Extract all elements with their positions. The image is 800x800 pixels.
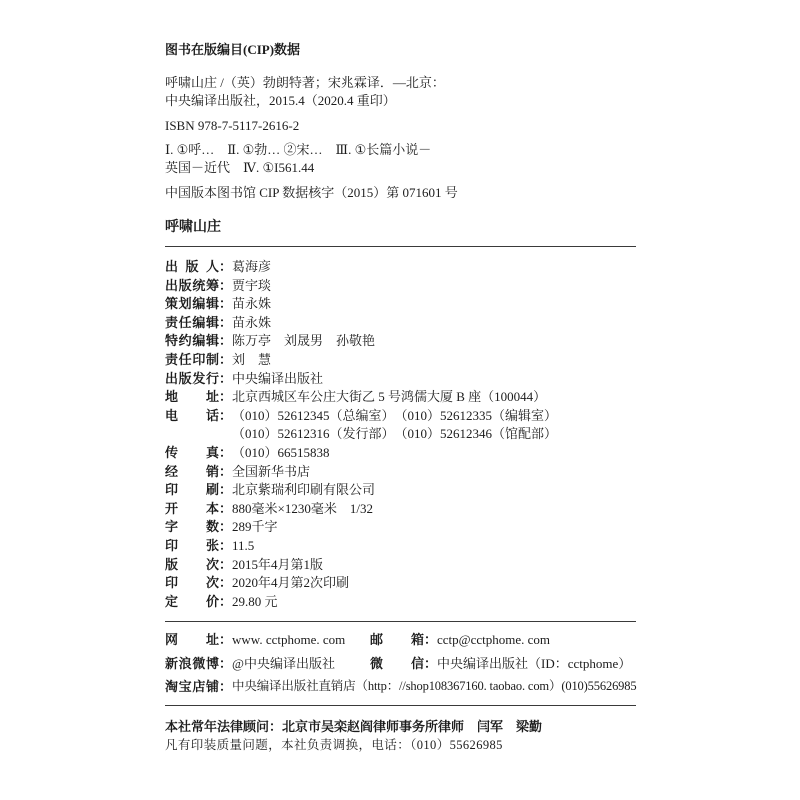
credit-value: 北京西城区车公庄大街乙 5 号鸿儒大厦 B 座（100044）: [232, 389, 547, 405]
email-value: cctp@cctphome. com: [437, 632, 551, 647]
credit-value: 289千字: [232, 519, 278, 535]
credit-label: 出版统筹: [165, 277, 219, 293]
credit-label: 出版发行: [165, 370, 219, 386]
credit-label: 开 本: [165, 500, 219, 516]
credit-label: 传 真: [165, 444, 219, 460]
credit-row-planning-editor: [165, 295, 557, 314]
label-colon: ：: [219, 351, 233, 367]
label-colon: ：: [219, 593, 233, 609]
cip-entry-line: 呼啸山庄 /（英）勃朗特著；宋兆霖译．—北京：: [165, 75, 445, 90]
credit-value: 葛海彦: [232, 259, 272, 274]
credit-value: 中央编译出版社: [232, 370, 324, 386]
label-colon: ：: [219, 537, 233, 553]
contact-label: 淘宝店铺: [165, 679, 219, 694]
cip-heading: 图书在版编目(CIP)数据: [165, 42, 301, 57]
contacts-list: [165, 628, 636, 699]
label-colon: ：: [219, 333, 233, 349]
credit-row-printer: [165, 481, 557, 500]
credit-value: 11.5: [232, 537, 255, 553]
cip-classification-line: Ⅰ. ①呼… Ⅱ. ①勃… ②宋… Ⅲ. ①长篇小说－: [165, 142, 432, 157]
credit-label: 出 版 人: [165, 259, 219, 274]
cip-classification-line: 英国－近代 Ⅳ. ①I561.44: [165, 160, 315, 175]
credit-row-publisher: [165, 258, 557, 277]
credit-value: 苗永姝: [232, 296, 272, 312]
credit-value: 苗永姝: [232, 314, 272, 330]
credit-label: 定 价: [165, 593, 219, 609]
credit-row-dealer: [165, 463, 557, 482]
divider-middle: [165, 621, 636, 622]
isbn: ISBN 978-7-5117-2616-2: [165, 118, 300, 133]
credit-label: 印 张: [165, 537, 219, 553]
label-colon: ：: [219, 463, 233, 479]
label-colon: ：: [219, 370, 233, 386]
weibo-value: @中央编译出版社: [232, 655, 335, 671]
credit-row-address: [165, 388, 557, 407]
label-colon: ：: [219, 575, 233, 591]
credit-row-fax: [165, 444, 557, 463]
credit-value: （010）52612345（总编室） （010）52612335（编辑室）: [232, 407, 558, 423]
cip-entry-line: 中央编译出版社，2015.4（2020.4 重印）: [165, 93, 396, 108]
credit-row-distributor: [165, 370, 557, 389]
credit-label: 印 刷: [165, 482, 219, 498]
label-colon: ：: [219, 519, 233, 535]
credit-label: 印 次: [165, 575, 219, 591]
label-colon: ：: [219, 655, 233, 671]
divider-top: [165, 246, 636, 247]
wechat-value: 中央编译出版社（ID：cctphome）: [437, 655, 632, 671]
credit-row-printing: [165, 574, 557, 593]
credit-row-phone-continuation: [165, 425, 557, 444]
credit-value: 刘 慧: [232, 351, 272, 367]
quality-notice: 凡有印装质量问题，本社负责调换，电话：（010）55626985: [165, 738, 503, 752]
credit-value: 陈万亭 刘晟男 孙敬艳: [232, 333, 376, 349]
credit-value: 2020年4月第2次印刷: [232, 575, 350, 591]
label-colon: ：: [219, 407, 233, 423]
credits-list: [165, 258, 557, 611]
label-colon: ：: [219, 444, 233, 460]
credit-row-word-count: [165, 518, 557, 537]
credit-value: （010）52612316（发行部） （010）52612346（馆配部）: [232, 426, 558, 442]
credit-label: 版 次: [165, 556, 219, 572]
credit-value: 全国新华书店: [232, 463, 311, 479]
contact-row-taobao: [165, 675, 636, 699]
credit-value: 2015年4月第1版: [232, 556, 324, 572]
credit-value: 北京紫瑞利印刷有限公司: [232, 482, 376, 498]
credit-label: 策划编辑: [165, 296, 219, 312]
label-colon: ：: [424, 655, 438, 671]
credit-label: 地 址: [165, 389, 219, 405]
divider-bottom: [165, 705, 636, 706]
label-colon: ：: [219, 679, 233, 694]
credit-row-edition: [165, 556, 557, 575]
contact-label: 微 信: [370, 655, 424, 671]
contact-label: 新浪微博: [165, 655, 219, 671]
label-colon: ：: [219, 314, 233, 330]
credit-row-printed-sheets: [165, 537, 557, 556]
credit-row-responsible-editor: [165, 314, 557, 333]
credit-label: 责任编辑: [165, 314, 219, 330]
contact-label: 邮 箱: [370, 632, 424, 647]
label-colon: ：: [219, 296, 233, 312]
legal-counsel: 本社常年法律顾问：北京市吴栾赵阎律师事务所律师 闫军 梁勤: [165, 719, 543, 734]
credit-label: 电 话: [165, 407, 219, 423]
contact-row-weibo-wechat: [165, 652, 636, 676]
credit-label: 责任印制: [165, 351, 219, 367]
credit-value: 29.80 元: [232, 593, 278, 609]
credit-row-publishing-coordinator: [165, 277, 557, 296]
credit-value: 880毫米×1230毫米 1/32: [232, 500, 373, 516]
credit-row-phone: [165, 407, 557, 426]
contact-label: 网 址: [165, 632, 219, 647]
label-colon: ：: [219, 482, 233, 498]
credit-label: 字 数: [165, 519, 219, 535]
label-colon: ：: [219, 500, 233, 516]
book-title: 呼啸山庄: [165, 220, 221, 235]
credit-row-contributing-editors: [165, 332, 557, 351]
legal-block: [165, 717, 542, 755]
credit-label: 经 销: [165, 463, 219, 479]
label-colon: ：: [219, 277, 233, 293]
label-colon: ：: [424, 632, 438, 647]
credit-row-format: [165, 500, 557, 519]
credit-value: 贾宇琰: [232, 277, 272, 293]
label-colon: ：: [219, 556, 233, 572]
label-colon: ：: [219, 632, 233, 647]
credit-value: （010）66515838: [232, 444, 330, 460]
credit-label: 特约编辑: [165, 333, 219, 349]
credit-row-print-supervisor: [165, 351, 557, 370]
taobao-value: 中央编译出版社直销店（http：//shop108367160. taobao. com）(010)55626985: [232, 679, 637, 693]
credit-row-price: [165, 593, 557, 612]
website-value: www. cctphome. com: [232, 632, 346, 647]
cip-record-number: 中国版本图书馆 CIP 数据核字（2015）第 071601 号: [165, 185, 458, 200]
label-colon: ：: [219, 389, 233, 405]
label-colon: ：: [219, 259, 233, 274]
contact-row-website-email: [165, 628, 636, 652]
